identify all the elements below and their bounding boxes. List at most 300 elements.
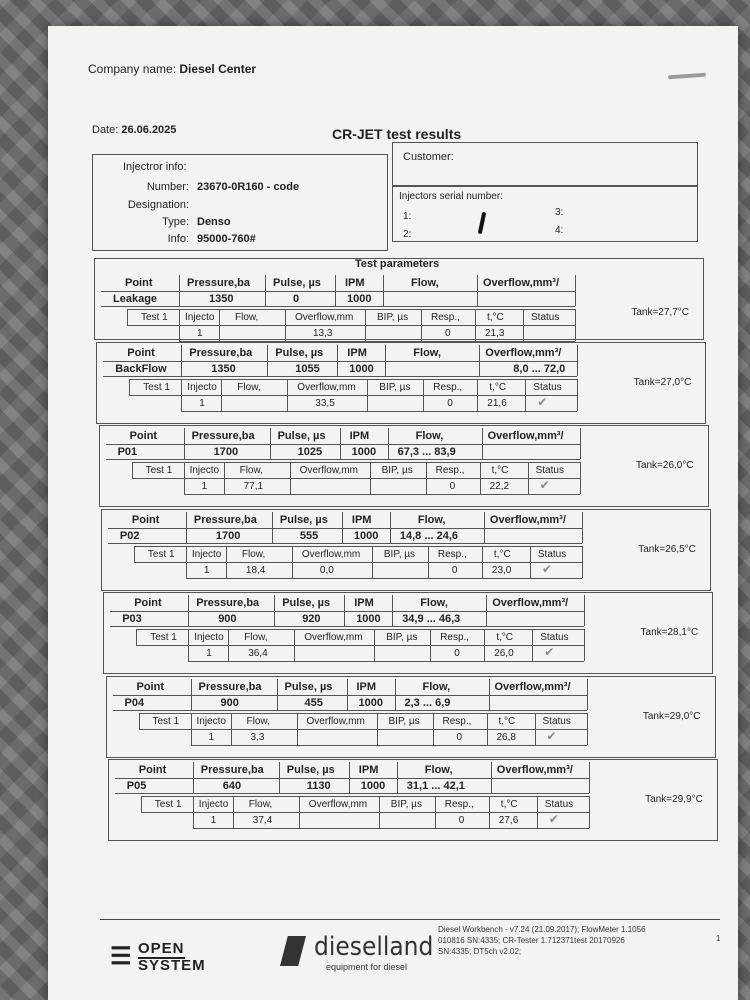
page-number: 1 [716, 934, 721, 943]
point-pulse: 920 [302, 613, 321, 625]
test-parameters-title: Test parameters [355, 258, 440, 270]
tank-temperature: Tank=26,5°C [638, 543, 696, 555]
column-divider [188, 595, 189, 626]
sub-header-overflow: Overflow,mm [301, 548, 361, 560]
header-ipm: IPM [347, 346, 367, 359]
column-divider [577, 345, 578, 376]
column-divider [294, 629, 295, 661]
header-ipm: IPM [358, 764, 379, 776]
column-divider [528, 462, 529, 494]
row-divider [106, 459, 580, 460]
sub-header-bip: BIP, µs [379, 381, 411, 393]
column-divider [270, 428, 271, 459]
point-flow-range: 2,3 ... 6,9 [404, 696, 451, 709]
result-temp: 27,6 [498, 815, 519, 826]
column-divider [141, 796, 142, 812]
tank-temperature: Tank=29,9°C [645, 794, 703, 805]
result-temp: 26,0 [494, 648, 514, 659]
result-temp: 23,0 [491, 564, 512, 576]
point-pulse: 0 [293, 293, 300, 305]
row-divider [129, 395, 577, 396]
result-flow: 37,4 [252, 815, 273, 826]
column-divider [428, 546, 429, 578]
row-divider [129, 379, 577, 380]
column-divider [426, 462, 427, 494]
injector-type: Denso [197, 216, 231, 228]
row-divider [141, 812, 589, 813]
row-divider [103, 361, 577, 362]
column-divider [179, 275, 180, 306]
column-divider [532, 629, 533, 661]
row-divider [110, 626, 584, 627]
point-pressure: 900 [220, 696, 239, 709]
column-divider [370, 462, 371, 494]
row-divider [132, 462, 580, 463]
column-divider [430, 629, 431, 661]
result-injector: 1 [203, 564, 210, 576]
test-point-block [106, 676, 716, 758]
point-overflow-range: 8,0 ... 72,0 [513, 362, 566, 375]
column-divider [287, 379, 288, 411]
tank-temperature: Tank=26,0°C [635, 460, 694, 471]
header-pressure: Pressure,ba [200, 764, 264, 776]
header-point: Point [136, 680, 164, 693]
column-divider [379, 796, 380, 828]
column-divider [191, 713, 192, 745]
sub-header-overflow: Overflow,mm [299, 465, 358, 476]
result-resp: 0 [445, 328, 451, 339]
column-divider [221, 379, 222, 411]
column-divider [487, 713, 488, 745]
column-divider [184, 428, 185, 459]
header-pressure: Pressure,ba [196, 597, 260, 609]
column-divider [433, 713, 434, 745]
dieselland-logo: dieselland equipment for diesel [280, 930, 430, 976]
point-ipm: 1000 [347, 293, 372, 305]
column-divider [530, 546, 531, 578]
header-ipm: IPM [354, 597, 374, 609]
injector-number: 23670-0R160 - code [197, 181, 300, 193]
point-pressure: 1700 [215, 529, 241, 542]
date-line: Date: 26.06.2025 [92, 124, 177, 136]
row-divider [127, 309, 575, 310]
column-divider [575, 309, 576, 341]
column-divider [374, 629, 375, 661]
column-divider [480, 462, 481, 494]
point-ipm: 1000 [356, 613, 381, 625]
point-ipm: 1000 [349, 362, 374, 375]
column-divider [184, 462, 185, 494]
row-divider [141, 796, 589, 797]
row-divider [110, 611, 584, 612]
check-icon: ✔ [548, 812, 559, 826]
header-flow: Flow, [413, 346, 441, 359]
header-overflow: Overflow,mm³/ [489, 513, 566, 526]
column-divider [392, 595, 393, 626]
sub-header-bip: BIP, µs [386, 632, 418, 643]
point-pressure: 1350 [211, 362, 236, 375]
point-pulse: 1055 [295, 362, 320, 375]
column-divider [365, 309, 366, 341]
sub-header-resp: Resp., [437, 548, 467, 560]
column-divider [575, 275, 576, 306]
point-name: P01 [117, 446, 138, 458]
column-divider [486, 595, 487, 626]
column-divider [134, 546, 135, 562]
sub-header-test: Test 1 [150, 632, 177, 643]
row-divider [184, 494, 580, 495]
column-divider [335, 275, 336, 306]
point-pressure: 1700 [213, 446, 239, 458]
column-divider [342, 512, 343, 543]
result-temp: 22,2 [489, 481, 510, 492]
serial-slot-3: 3: [555, 207, 564, 218]
company-line: Company name: Diesel Center [88, 62, 257, 76]
sub-header-test: Test 1 [141, 312, 168, 323]
test-point-block [94, 258, 704, 340]
sub-header-status: Status [540, 632, 569, 643]
point-pulse: 455 [304, 696, 323, 709]
column-divider [193, 762, 194, 793]
column-divider [292, 546, 293, 578]
row-divider [108, 543, 582, 544]
column-divider [587, 679, 588, 710]
sub-header-flow: Flow, [239, 465, 263, 476]
header-pulse: Pulse, µs [277, 430, 326, 442]
result-injector: 1 [199, 397, 205, 409]
sub-header-bip: BIP, µs [388, 715, 420, 727]
point-ipm: 1000 [351, 446, 377, 458]
row-divider [193, 828, 589, 829]
sub-header-flow: Flow, [235, 312, 259, 323]
column-divider [584, 629, 585, 661]
column-divider [484, 629, 485, 661]
row-divider [101, 306, 575, 307]
column-divider [181, 345, 182, 376]
sub-header-status: Status [537, 548, 567, 560]
row-divider [108, 528, 582, 529]
column-divider [265, 275, 266, 306]
sub-header-resp: Resp., [444, 799, 474, 810]
point-name: BackFlow [115, 362, 167, 375]
header-overflow: Overflow,mm³/ [485, 346, 562, 359]
result-injector: 1 [208, 731, 215, 743]
header-flow: Flow, [424, 764, 453, 776]
column-divider [340, 428, 341, 459]
sub-header-status: Status [531, 312, 560, 323]
sub-header-temp: t,°C [500, 799, 518, 810]
result-injector: 1 [206, 648, 212, 659]
header-flow: Flow, [411, 277, 439, 289]
result-injector: 1 [210, 815, 217, 826]
sub-header-test: Test 1 [143, 381, 170, 393]
column-divider [537, 796, 538, 828]
software-version-info: Diesel Workbench - v7.24 (21.09.2017); FlowMeter 1.1056 010816 SN:4335; CR-Tester 1.712371test 20170926 SN:4335; DT5ch v2.02; [438, 925, 646, 956]
header-ipm: IPM [356, 680, 377, 693]
row-divider [106, 444, 580, 445]
sub-header-status: Status [533, 381, 562, 393]
column-divider [582, 512, 583, 543]
column-divider [535, 713, 536, 745]
column-divider [193, 796, 194, 828]
dieselland-logo-icon [280, 936, 306, 966]
column-divider [297, 713, 298, 745]
column-divider [482, 546, 483, 578]
open-system-logo-icon: ☰ [110, 943, 132, 970]
result-resp: 0 [447, 397, 453, 409]
injector-info-value: 95000-760# [197, 233, 256, 245]
header-point: Point [134, 597, 162, 609]
column-divider [290, 462, 291, 494]
row-divider [115, 793, 589, 794]
sub-header-temp: t,°C [496, 632, 513, 643]
point-pressure: 640 [222, 780, 242, 792]
column-divider [181, 379, 182, 411]
column-divider [226, 546, 227, 578]
result-injector: 1 [201, 481, 208, 492]
header-ipm: IPM [349, 430, 370, 442]
row-divider [132, 478, 580, 479]
column-divider [479, 345, 480, 376]
result-flow: 77,1 [243, 481, 264, 492]
header-point: Point [127, 346, 155, 359]
injector-info-box: Injectror info: Number: 23670-0R160 - code Designation: Type: Denso Info: 95000-760# [92, 154, 388, 251]
serial-slot-2: 2: [403, 229, 412, 240]
column-divider [385, 345, 386, 376]
header-overflow: Overflow,mm³/ [487, 430, 564, 442]
column-divider [489, 796, 490, 828]
sub-header-injector: Injecto [196, 715, 226, 727]
sub-header-bip: BIP, µs [383, 548, 416, 560]
column-divider [489, 679, 490, 710]
result-flow: 18,4 [245, 564, 266, 576]
point-name: P05 [126, 780, 147, 792]
header-point: Point [129, 430, 158, 442]
header-pressure: Pressure,ba [191, 430, 255, 442]
check-icon: ✔ [546, 728, 557, 743]
point-pulse: 1130 [306, 780, 331, 792]
test-point-block [101, 509, 711, 591]
column-divider [587, 713, 588, 745]
sub-header-test: Test 1 [147, 548, 175, 560]
tank-temperature: Tank=27,0°C [633, 376, 692, 388]
row-divider [181, 411, 577, 412]
point-flow-range: 67,3 ... 83,9 [397, 446, 456, 458]
column-divider [267, 345, 268, 376]
footer-divider [100, 919, 720, 920]
column-divider [188, 629, 189, 661]
header-flow: Flow, [420, 597, 448, 609]
row-divider [101, 291, 575, 292]
sub-header-injector: Injecto [189, 465, 220, 476]
point-name: P04 [124, 696, 145, 709]
column-divider [395, 679, 396, 710]
column-divider [423, 379, 424, 411]
point-ipm: 1000 [353, 529, 379, 542]
sub-header-injector: Injecto [191, 548, 222, 560]
column-divider [523, 309, 524, 341]
customer-box [392, 142, 698, 186]
header-pressure: Pressure,ba [189, 346, 253, 359]
result-resp: 0 [458, 815, 465, 826]
column-divider [136, 629, 137, 645]
header-pressure: Pressure,ba [198, 680, 262, 693]
test-point-block [99, 425, 709, 507]
row-divider [139, 713, 587, 714]
row-divider [115, 778, 589, 779]
header-point: Point [125, 277, 153, 289]
header-pressure: Pressure,ba [187, 277, 250, 289]
column-divider [129, 379, 130, 395]
report-title: CR-JET test results [332, 126, 462, 142]
column-divider [272, 512, 273, 543]
row-divider [113, 710, 587, 711]
serial-slot-1: 1: [403, 211, 412, 222]
header-flow: Flow, [422, 680, 451, 693]
column-divider [337, 345, 338, 376]
sub-header-status: Status [544, 799, 574, 810]
sub-header-test: Test 1 [154, 799, 182, 810]
test-point-block [96, 342, 706, 424]
sub-header-resp: Resp., [440, 632, 470, 643]
point-name: P03 [122, 613, 142, 625]
header-overflow: Overflow,mm³/ [483, 277, 559, 289]
row-divider [103, 376, 577, 377]
result-resp: 0 [449, 481, 456, 492]
result-overflow: 13,3 [313, 328, 333, 339]
sub-header-flow: Flow, [248, 799, 273, 810]
sub-header-bip: BIP, µs [377, 312, 409, 323]
result-resp: 0 [451, 564, 458, 576]
column-divider [397, 762, 398, 793]
point-name: P02 [119, 529, 140, 542]
point-pressure: 1350 [209, 293, 234, 305]
result-temp: 21,3 [485, 328, 505, 339]
sub-header-status: Status [535, 465, 564, 476]
result-overflow: 0,0 [319, 564, 334, 576]
row-divider [191, 745, 587, 746]
column-divider [228, 629, 229, 661]
customer-label: Customer: [403, 151, 454, 163]
header-pulse: Pulse, µs [284, 680, 333, 693]
sub-header-flow: Flow, [244, 632, 268, 643]
header-overflow: Overflow,mm³/ [496, 764, 573, 776]
sub-header-resp: Resp., [435, 465, 465, 476]
column-divider [482, 428, 483, 459]
header-pressure: Pressure,ba [193, 513, 257, 526]
column-divider [139, 713, 140, 729]
header-pulse: Pulse, µs [286, 764, 335, 776]
sub-header-injector: Injecto [198, 799, 229, 810]
column-divider [132, 462, 133, 478]
sub-header-temp: t,°C [489, 381, 507, 393]
column-divider [484, 512, 485, 543]
point-pulse: 1025 [297, 446, 323, 458]
header-pulse: Pulse, µs [273, 277, 321, 289]
column-divider [219, 309, 220, 341]
sub-header-temp: t,°C [491, 465, 509, 476]
point-pulse: 555 [299, 529, 319, 542]
serial-slot-4: 4: [555, 225, 564, 236]
column-divider [475, 309, 476, 341]
tank-temperature: Tank=27,7°C [631, 307, 689, 318]
point-ipm: 1000 [360, 780, 386, 792]
header-ipm: IPM [351, 513, 372, 526]
header-point: Point [131, 513, 160, 526]
test-point-block [108, 759, 718, 841]
sub-header-temp: t,°C [487, 312, 504, 323]
column-divider [477, 379, 478, 411]
column-divider [584, 595, 585, 626]
row-divider [134, 546, 582, 547]
row-divider [134, 562, 582, 563]
sub-header-overflow: Overflow,mm [295, 312, 354, 323]
header-flow: Flow, [417, 513, 446, 526]
test-report-sheet [48, 26, 738, 1000]
open-system-logo: ☰ OPEN SYSTEM [110, 940, 206, 974]
sub-header-bip: BIP, µs [390, 799, 422, 810]
sub-header-overflow: Overflow,mm [304, 632, 363, 643]
tank-temperature: Tank=28,1°C [640, 627, 699, 638]
column-divider [589, 762, 590, 793]
sub-header-temp: t,°C [498, 715, 516, 727]
check-icon: ✔ [541, 561, 552, 576]
column-divider [299, 796, 300, 828]
row-divider [139, 729, 587, 730]
sub-header-resp: Resp., [431, 312, 460, 323]
sub-header-test: Test 1 [145, 465, 173, 476]
check-icon: ✔ [537, 394, 548, 409]
column-divider [580, 462, 581, 494]
column-divider [349, 762, 350, 793]
point-pressure: 900 [218, 613, 237, 625]
column-divider [477, 275, 478, 306]
row-divider [127, 325, 575, 326]
sub-header-resp: Resp., [442, 715, 472, 727]
sub-header-injector: Injecto [185, 312, 215, 323]
column-divider [390, 512, 391, 543]
column-divider [233, 796, 234, 828]
column-divider [383, 275, 384, 306]
sub-header-test: Test 1 [152, 715, 180, 727]
column-divider [231, 713, 232, 745]
serial-number-box [392, 186, 698, 242]
header-overflow: Overflow,mm³/ [494, 680, 571, 693]
point-ipm: 1000 [358, 696, 383, 709]
column-divider [274, 595, 275, 626]
result-resp: 0 [456, 731, 463, 743]
result-temp: 26,8 [496, 731, 516, 743]
sub-header-overflow: Overflow,mm [306, 715, 365, 727]
injector-info-heading: Injectror info: [123, 161, 187, 173]
column-divider [582, 546, 583, 578]
column-divider [186, 546, 187, 578]
row-divider [113, 695, 587, 696]
row-divider [136, 645, 584, 646]
row-divider [188, 661, 584, 662]
tank-temperature: Tank=29,0°C [642, 710, 701, 722]
column-divider [224, 462, 225, 494]
sub-header-flow: Flow, [241, 548, 266, 560]
column-divider [580, 428, 581, 459]
row-divider [186, 578, 582, 579]
column-divider [491, 762, 492, 793]
staple [668, 73, 706, 80]
column-divider [435, 796, 436, 828]
header-ipm: IPM [345, 277, 365, 289]
header-point: Point [138, 764, 167, 776]
company-name: Diesel Center [179, 62, 257, 76]
